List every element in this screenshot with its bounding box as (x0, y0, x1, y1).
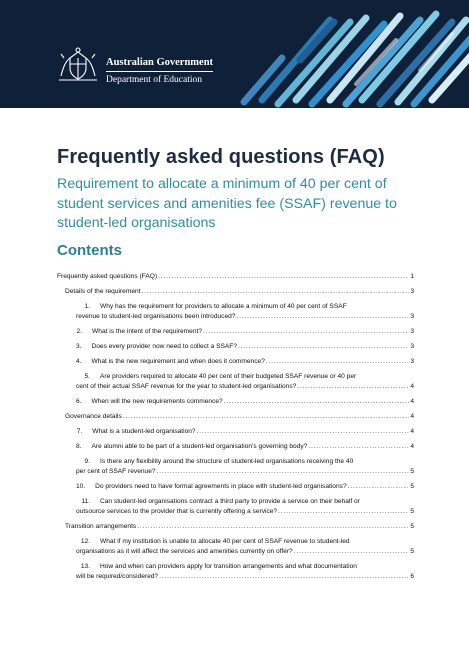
toc-page-number: 5 (410, 548, 414, 555)
toc-entry[interactable] (57, 302, 414, 322)
toc-entry-text: Are alumni able to be part of a student-led organisation’s governing body? (91, 443, 308, 450)
toc-entry[interactable] (57, 457, 414, 477)
toc-entry-number: 3. (76, 343, 82, 350)
toc-entry-text-continued: will be required/considered? (76, 573, 159, 580)
toc-entry-number: 11. (81, 498, 90, 505)
toc-entry[interactable] (57, 442, 414, 452)
toc-entry[interactable] (57, 497, 414, 517)
toc-page-number: 5 (410, 508, 414, 515)
toc-entry-number: 13. (80, 563, 90, 570)
toc-entry-text: Does every provider now need to collect a SSAF? (91, 343, 238, 350)
toc-page-number: 3 (410, 328, 414, 335)
toc-entry-text: What is a student-led organisation? (92, 428, 196, 435)
toc-entry-number: 12. (80, 538, 90, 545)
toc-entry-text: How and when can providers apply for transition arrangements and what documentation (100, 563, 357, 570)
toc-page-number: 4 (410, 428, 414, 435)
contents-heading: Contents (57, 242, 122, 259)
toc-entry-number: 10. (76, 483, 86, 490)
toc-entry-text: When will the new requirements commence? (91, 398, 223, 405)
toc-entry-text: What if my institution is unable to allocate 40 per cent of SSAF revenue to student-led (100, 538, 350, 545)
toc-page-number: 4 (410, 383, 414, 390)
toc-page-number: 4 (410, 443, 414, 450)
toc-entry-text: Is there any flexibility around the structure of student-led organisations receiving the 40 (100, 458, 354, 465)
toc-entry-number: 4. (76, 358, 82, 365)
toc-entry[interactable] (57, 537, 414, 557)
page-title: Frequently asked questions (FAQ) (57, 146, 385, 168)
toc-entry-text: Are providers required to allocate 40 per cent of their budgeted SSAF revenue or 40 per (100, 373, 357, 380)
toc-entry-text: What is the intent of the requirement? (92, 328, 203, 335)
toc-entry-number: 9. (84, 458, 90, 465)
toc-page-number: 1 (410, 273, 414, 280)
toc-entry[interactable] (57, 482, 414, 492)
toc-entry[interactable] (57, 562, 414, 582)
toc-entry[interactable] (57, 522, 414, 532)
toc-entry-number: 5. (84, 373, 90, 380)
toc-entry-text-continued: cent of their actual SSAF revenue for the year to student-led organisations? (76, 383, 297, 390)
toc-entry-number: 8. (76, 443, 82, 450)
toc-entry[interactable] (57, 287, 414, 297)
toc-entry-number: 1. (84, 303, 90, 310)
department-name: Department of Education (106, 75, 203, 85)
toc-entry-text: Governance details (65, 413, 122, 420)
toc-entry-text: What is the new requirement and when does it commence? (91, 358, 265, 365)
toc-entry-text: Frequently asked questions (FAQ) (57, 273, 158, 280)
toc-entry[interactable] (57, 272, 414, 282)
toc-entry-number: 6. (76, 398, 82, 405)
toc-entry-text-continued: per cent of SSAF revenue? (76, 468, 156, 475)
toc-entry-text: Why has the requirement for providers to allocate a minimum of 40 per cent of SSAF (100, 303, 347, 310)
toc-entry-text: Details of the requirement (65, 288, 141, 295)
toc-entry-text: Can student-led organisations contract a third party to provide a service on their behalf or (100, 498, 360, 505)
toc-page-number: 3 (410, 358, 414, 365)
table-of-contents (57, 272, 414, 587)
toc-page-number: 4 (410, 413, 414, 420)
toc-page-number: 5 (410, 523, 414, 530)
toc-entry[interactable] (57, 327, 414, 337)
toc-entry-text-continued: revenue to student-led organisations been introduced? (76, 313, 236, 320)
toc-entry-number: 7. (76, 428, 83, 435)
toc-entry[interactable] (57, 412, 414, 422)
toc-entry-text-continued: organisations as it will affect the services and amenities currently on offer? (76, 548, 293, 555)
toc-page-number: 4 (410, 398, 414, 405)
header-banner (0, 0, 469, 108)
toc-entry[interactable] (57, 397, 414, 407)
government-name: Australian Government (106, 56, 213, 72)
government-wordmark (106, 56, 213, 87)
toc-entry-text: Transition arrangements (65, 523, 137, 530)
toc-page-number: 5 (410, 483, 414, 490)
toc-entry-text: Do providers need to have formal agreements in place with student-led organisations? (95, 483, 347, 490)
toc-entry-number: 2. (76, 328, 83, 335)
page-subtitle: Requirement to allocate a minimum of 40 per cent of student services and amenities fee (SSAF) revenue to student-led organisations (57, 176, 397, 231)
toc-entry-text-continued: outsource services to the provider that is currently offering a service? (76, 508, 278, 515)
toc-page-number: 5 (410, 468, 414, 475)
coat-of-arms-icon (55, 46, 101, 86)
toc-page-number: 3 (410, 313, 414, 320)
toc-page-number: 6 (410, 573, 414, 580)
toc-entry[interactable] (57, 372, 414, 392)
toc-page-number: 3 (410, 343, 414, 350)
toc-entry[interactable] (57, 427, 414, 437)
toc-entry[interactable] (57, 357, 414, 367)
toc-page-number: 3 (410, 288, 414, 295)
toc-entry[interactable] (57, 342, 414, 352)
